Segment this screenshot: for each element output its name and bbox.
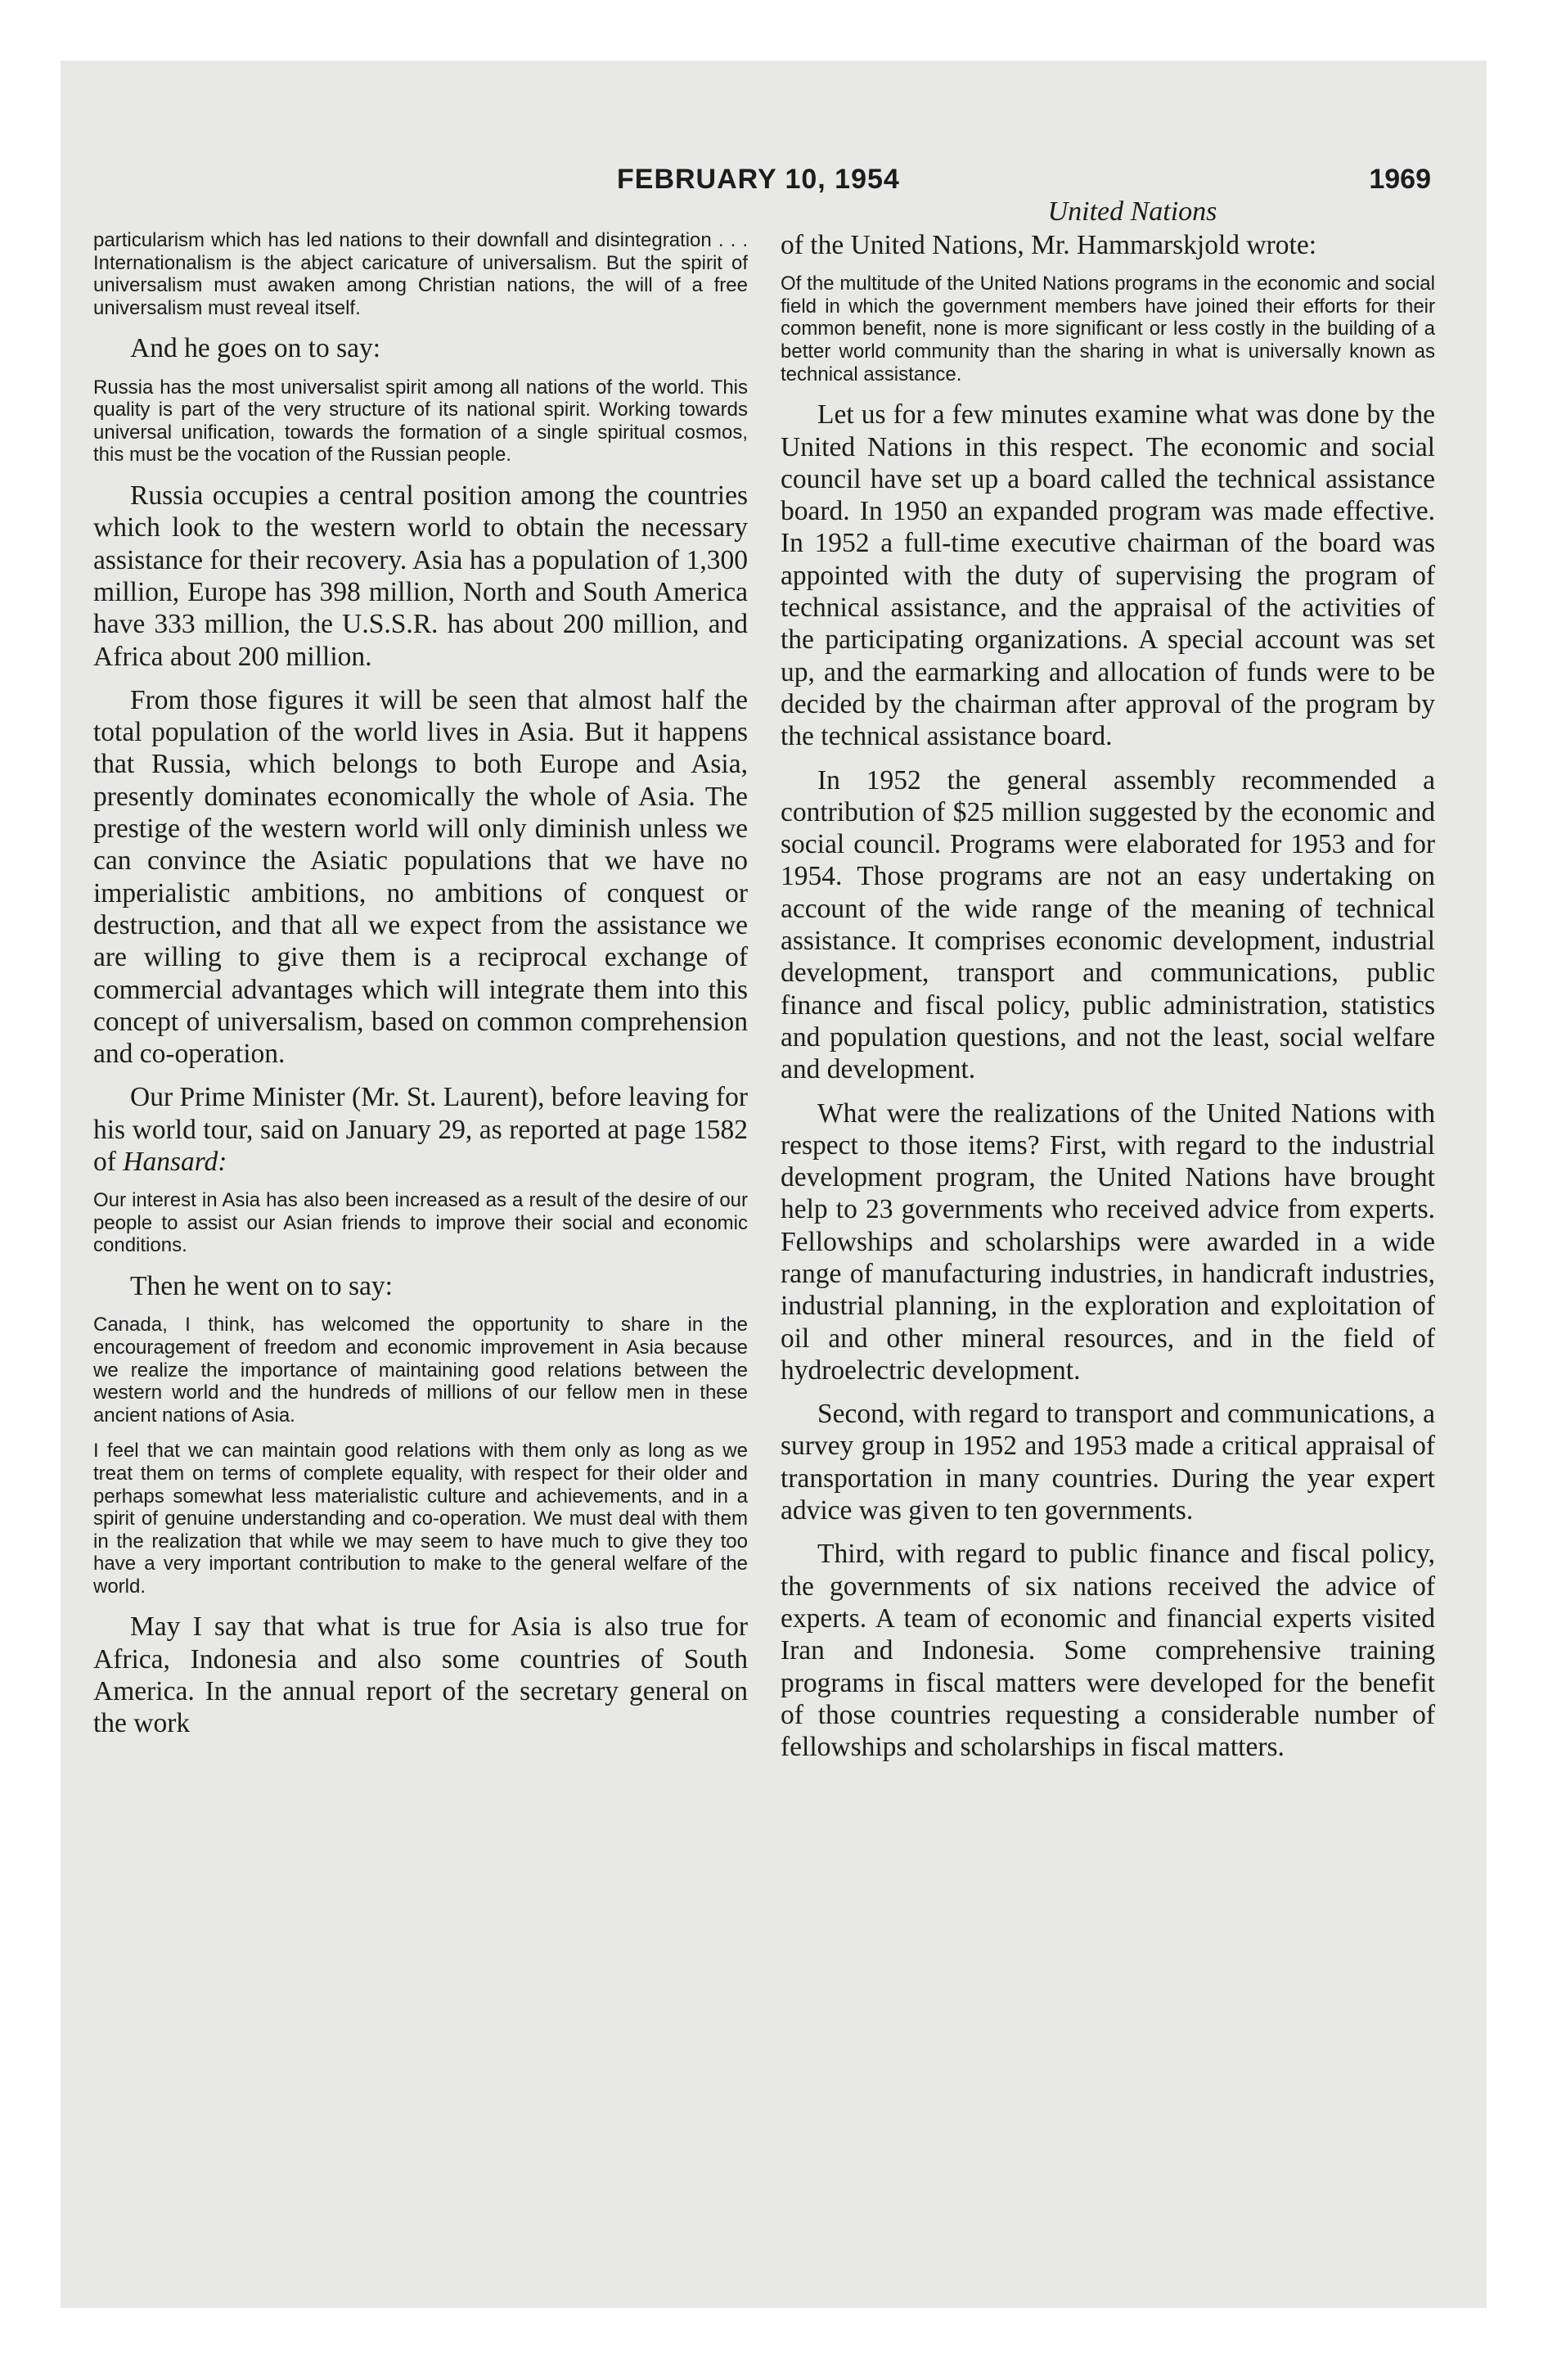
- body-paragraph: Third, with regard to public finance and fiscal policy, the governments of six nations received the advice of experts. A team of economic and financial experts visited Iran and Indonesia. Some comprehensive training programs in fiscal matters were developed for the benefit of those countries requesting a considerable number of fellowships and scholarships in fiscal matters.: [781, 1539, 1435, 1763]
- body-paragraph: What were the realizations of the United Nations with respect to those items? First, with regard to the industrial development program, the United Nations have brought help to 23 governments who received advice from experts. Fellowships and scholarships were awarded in a wide range of manufacturing industries, in handicraft industries, industrial planning, in the exploration and exploitation of oil and other mineral resources, and in the field of hydroelectric development.: [781, 1098, 1435, 1386]
- quote-paragraph: Russia has the most universalist spirit among all nations of the world. This quality is part of the very structure of its national spirit. Working towards universal unification, towards the formation of a single spiritual cosmos, this must be the vocation of the Russian people.: [93, 376, 748, 467]
- quote-paragraph: I feel that we can maintain good relations with them only as long as we treat them on terms of complete equality, with respect for their older and perhaps somewhat less materialistic culture and achievements, and in a spirit of genuine understanding and co-operation. We must deal with them in the realization that while we may seem to have much to give they too have a very important contribution to make to the general welfare of the world.: [93, 1440, 748, 1598]
- quote-paragraph: Our interest in Asia has also been increased as a result of the desire of our people to assist our Asian friends to improve their social and economic conditions.: [93, 1189, 748, 1257]
- body-paragraph: Russia occupies a central position among the countries which look to the western world to obtain the necessary assistance for their recovery. Asia has a population of 1,300 million, Europe has 398 million, North and South America have 333 million, the U.S.S.R. has about 200 million, and Africa about 200 million.: [93, 480, 748, 672]
- body-text: Our Prime Minister (Mr. St. Laurent), before leaving for his world tour, said on January 29, as reported at page 1582 of: [93, 1082, 748, 1177]
- section-title: United Nations: [1047, 196, 1217, 227]
- page-number: 1969: [1369, 164, 1431, 195]
- left-column: [93, 229, 748, 2292]
- body-paragraph: May I say that what is true for Asia is also true for Africa, Indonesia and also some countries of South America. In the annual report of the secretary general on the work: [93, 1611, 748, 1739]
- body-paragraph: of the United Nations, Mr. Hammarskjold wrote:: [781, 230, 1317, 260]
- hansard-reference: Hansard:: [123, 1146, 227, 1177]
- body-paragraph: Then he went on to say:: [130, 1271, 393, 1302]
- body-paragraph: In 1952 the general assembly recommended a contribution of $25 million suggested by the economic and social council. Programs were elaborated for 1953 and for 1954. Those programs are not an easy undertaking on account of the wide range of the meaning of technical assistance. It comprises economic development, industrial development, transport and communications, public finance and fiscal policy, public administration, statistics and population questions, and not the least, social welfare and development.: [781, 764, 1435, 1085]
- quote-paragraph: particularism which has led nations to their downfall and disintegration . . . Internationalism is the abject caricature of universalism. But the spirit of universalism must awaken among Christian nations, the will of a free universalism must reveal itself.: [93, 229, 748, 319]
- right-column: [781, 229, 1435, 2292]
- page-header: [61, 164, 1487, 196]
- quote-paragraph: Of the multitude of the United Nations programs in the economic and social field in which the government members have joined their efforts for their common benefit, none is more significant or less costly in the building of a better world community than the sharing in what is universally known as technical assistance.: [781, 273, 1435, 385]
- quote-paragraph: Canada, I think, has welcomed the opportunity to share in the encouragement of freedom and economic improvement in Asia because we realize the importance of maintaining good relations between the western world and the hundreds of millions of our fellow men in these ancient nations of Asia.: [93, 1314, 748, 1427]
- body-paragraph: From those figures it will be seen that almost half the total population of the world lives in Asia. But it happens that Russia, which belongs to both Europe and Asia, presently dominates economically the whole of Asia. The prestige of the western world will only diminish unless we can convince the Asiatic populations that we have no imperialistic ambitions, no ambitions of conquest or destruction, and that all we expect from the assistance we are willing to give them is a reciprocal exchange of commercial advantages which will integrate them into this concept of universalism, based on common comprehension and co-operation.: [93, 684, 748, 1070]
- body-paragraph: Let us for a few minutes examine what was done by the United Nations in this respect. The economic and social council have set up a board called the technical assistance board. In 1950 an expanded program was made effective. In 1952 a full-time executive chairman of the board was appointed with the duty of supervising the program of technical assistance, and the appraisal of the activities of the participating organizations. A special account was set up, and the earmarking and allocation of funds were to be decided by the chairman after approval of the program by the technical assistance board.: [781, 399, 1435, 752]
- page-date: FEBRUARY 10, 1954: [617, 164, 900, 195]
- body-paragraph: And he goes on to say:: [130, 333, 381, 364]
- body-paragraph: Second, with regard to transport and communications, a survey group in 1952 and 1953 made a critical appraisal of transportation in many countries. During the year expert advice was given to ten governments.: [781, 1399, 1435, 1526]
- body-paragraph: [93, 1081, 748, 1178]
- hansard-page: [61, 61, 1487, 2308]
